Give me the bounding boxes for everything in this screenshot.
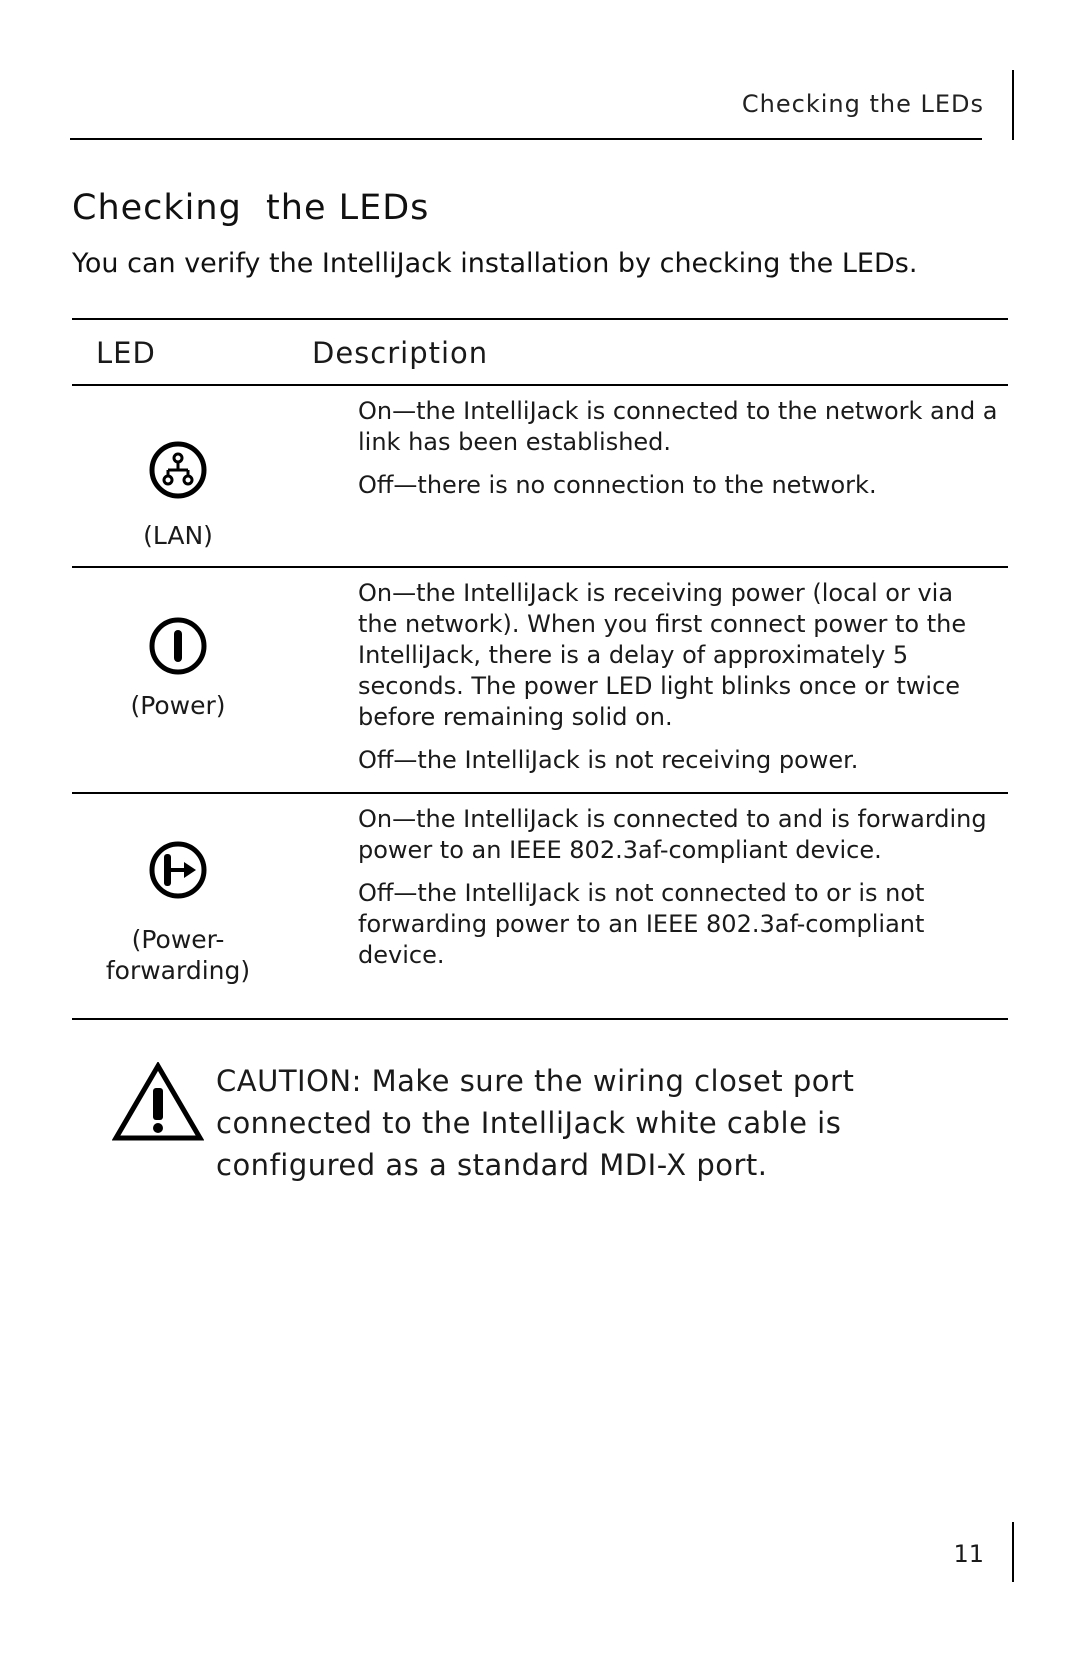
intro-paragraph: You can verify the IntelliJack installation by checking the LEDs. bbox=[72, 248, 918, 279]
description-cell bbox=[358, 804, 998, 983]
power-icon bbox=[146, 614, 210, 678]
led-label-power-forwarding bbox=[72, 924, 284, 986]
footer-margin-bar bbox=[1012, 1522, 1014, 1582]
header-rule bbox=[70, 138, 982, 140]
table-row bbox=[72, 386, 1008, 566]
led-label-power: (Power) bbox=[130, 691, 226, 720]
running-head: Checking the LEDs bbox=[741, 90, 984, 118]
table-bottom-rule bbox=[72, 1018, 1008, 1020]
column-header-led: LED bbox=[96, 336, 156, 370]
network-icon bbox=[146, 438, 210, 502]
description-cell bbox=[358, 396, 998, 513]
warning-icon bbox=[112, 1062, 204, 1142]
description-cell bbox=[358, 578, 998, 788]
led-cell bbox=[72, 614, 284, 721]
off-description: Off—there is no connection to the network. bbox=[358, 471, 877, 499]
table-row bbox=[72, 568, 1008, 792]
column-header-description: Description bbox=[312, 336, 489, 370]
table-row bbox=[72, 794, 1008, 1018]
label-line-2: forwarding) bbox=[105, 956, 251, 985]
page-number: 11 bbox=[953, 1540, 984, 1568]
power-forwarding-icon bbox=[146, 838, 210, 902]
on-description: On—the IntelliJack is receiving power (local or via the network). When you first connect power to the IntelliJack, there is a delay of approximately 5 seconds. The power LED light blinks once or twice before remaining solid on. bbox=[358, 579, 967, 731]
led-label-lan: (LAN) bbox=[143, 521, 213, 550]
led-table bbox=[72, 318, 1008, 1020]
on-description: On—the IntelliJack is connected to the network and a link has been established. bbox=[358, 397, 998, 456]
table-header bbox=[72, 320, 1008, 384]
off-description: Off—the IntelliJack is not connected to or is not forwarding power to an IEEE 802.3af-compliant device. bbox=[358, 879, 925, 969]
off-description: Off—the IntelliJack is not receiving power. bbox=[358, 746, 859, 774]
on-description: On—the IntelliJack is connected to and is forwarding power to an IEEE 802.3af-compliant device. bbox=[358, 805, 987, 864]
caution-text: CAUTION: Make sure the wiring closet port connected to the IntelliJack white cable is configured as a standard MDI-X port. bbox=[216, 1064, 855, 1182]
led-cell bbox=[72, 838, 284, 986]
header-margin-bar bbox=[1012, 70, 1014, 140]
label-line-1: (Power- bbox=[131, 925, 225, 954]
led-cell bbox=[72, 438, 284, 551]
section-title: Checking the LEDs bbox=[72, 188, 430, 228]
